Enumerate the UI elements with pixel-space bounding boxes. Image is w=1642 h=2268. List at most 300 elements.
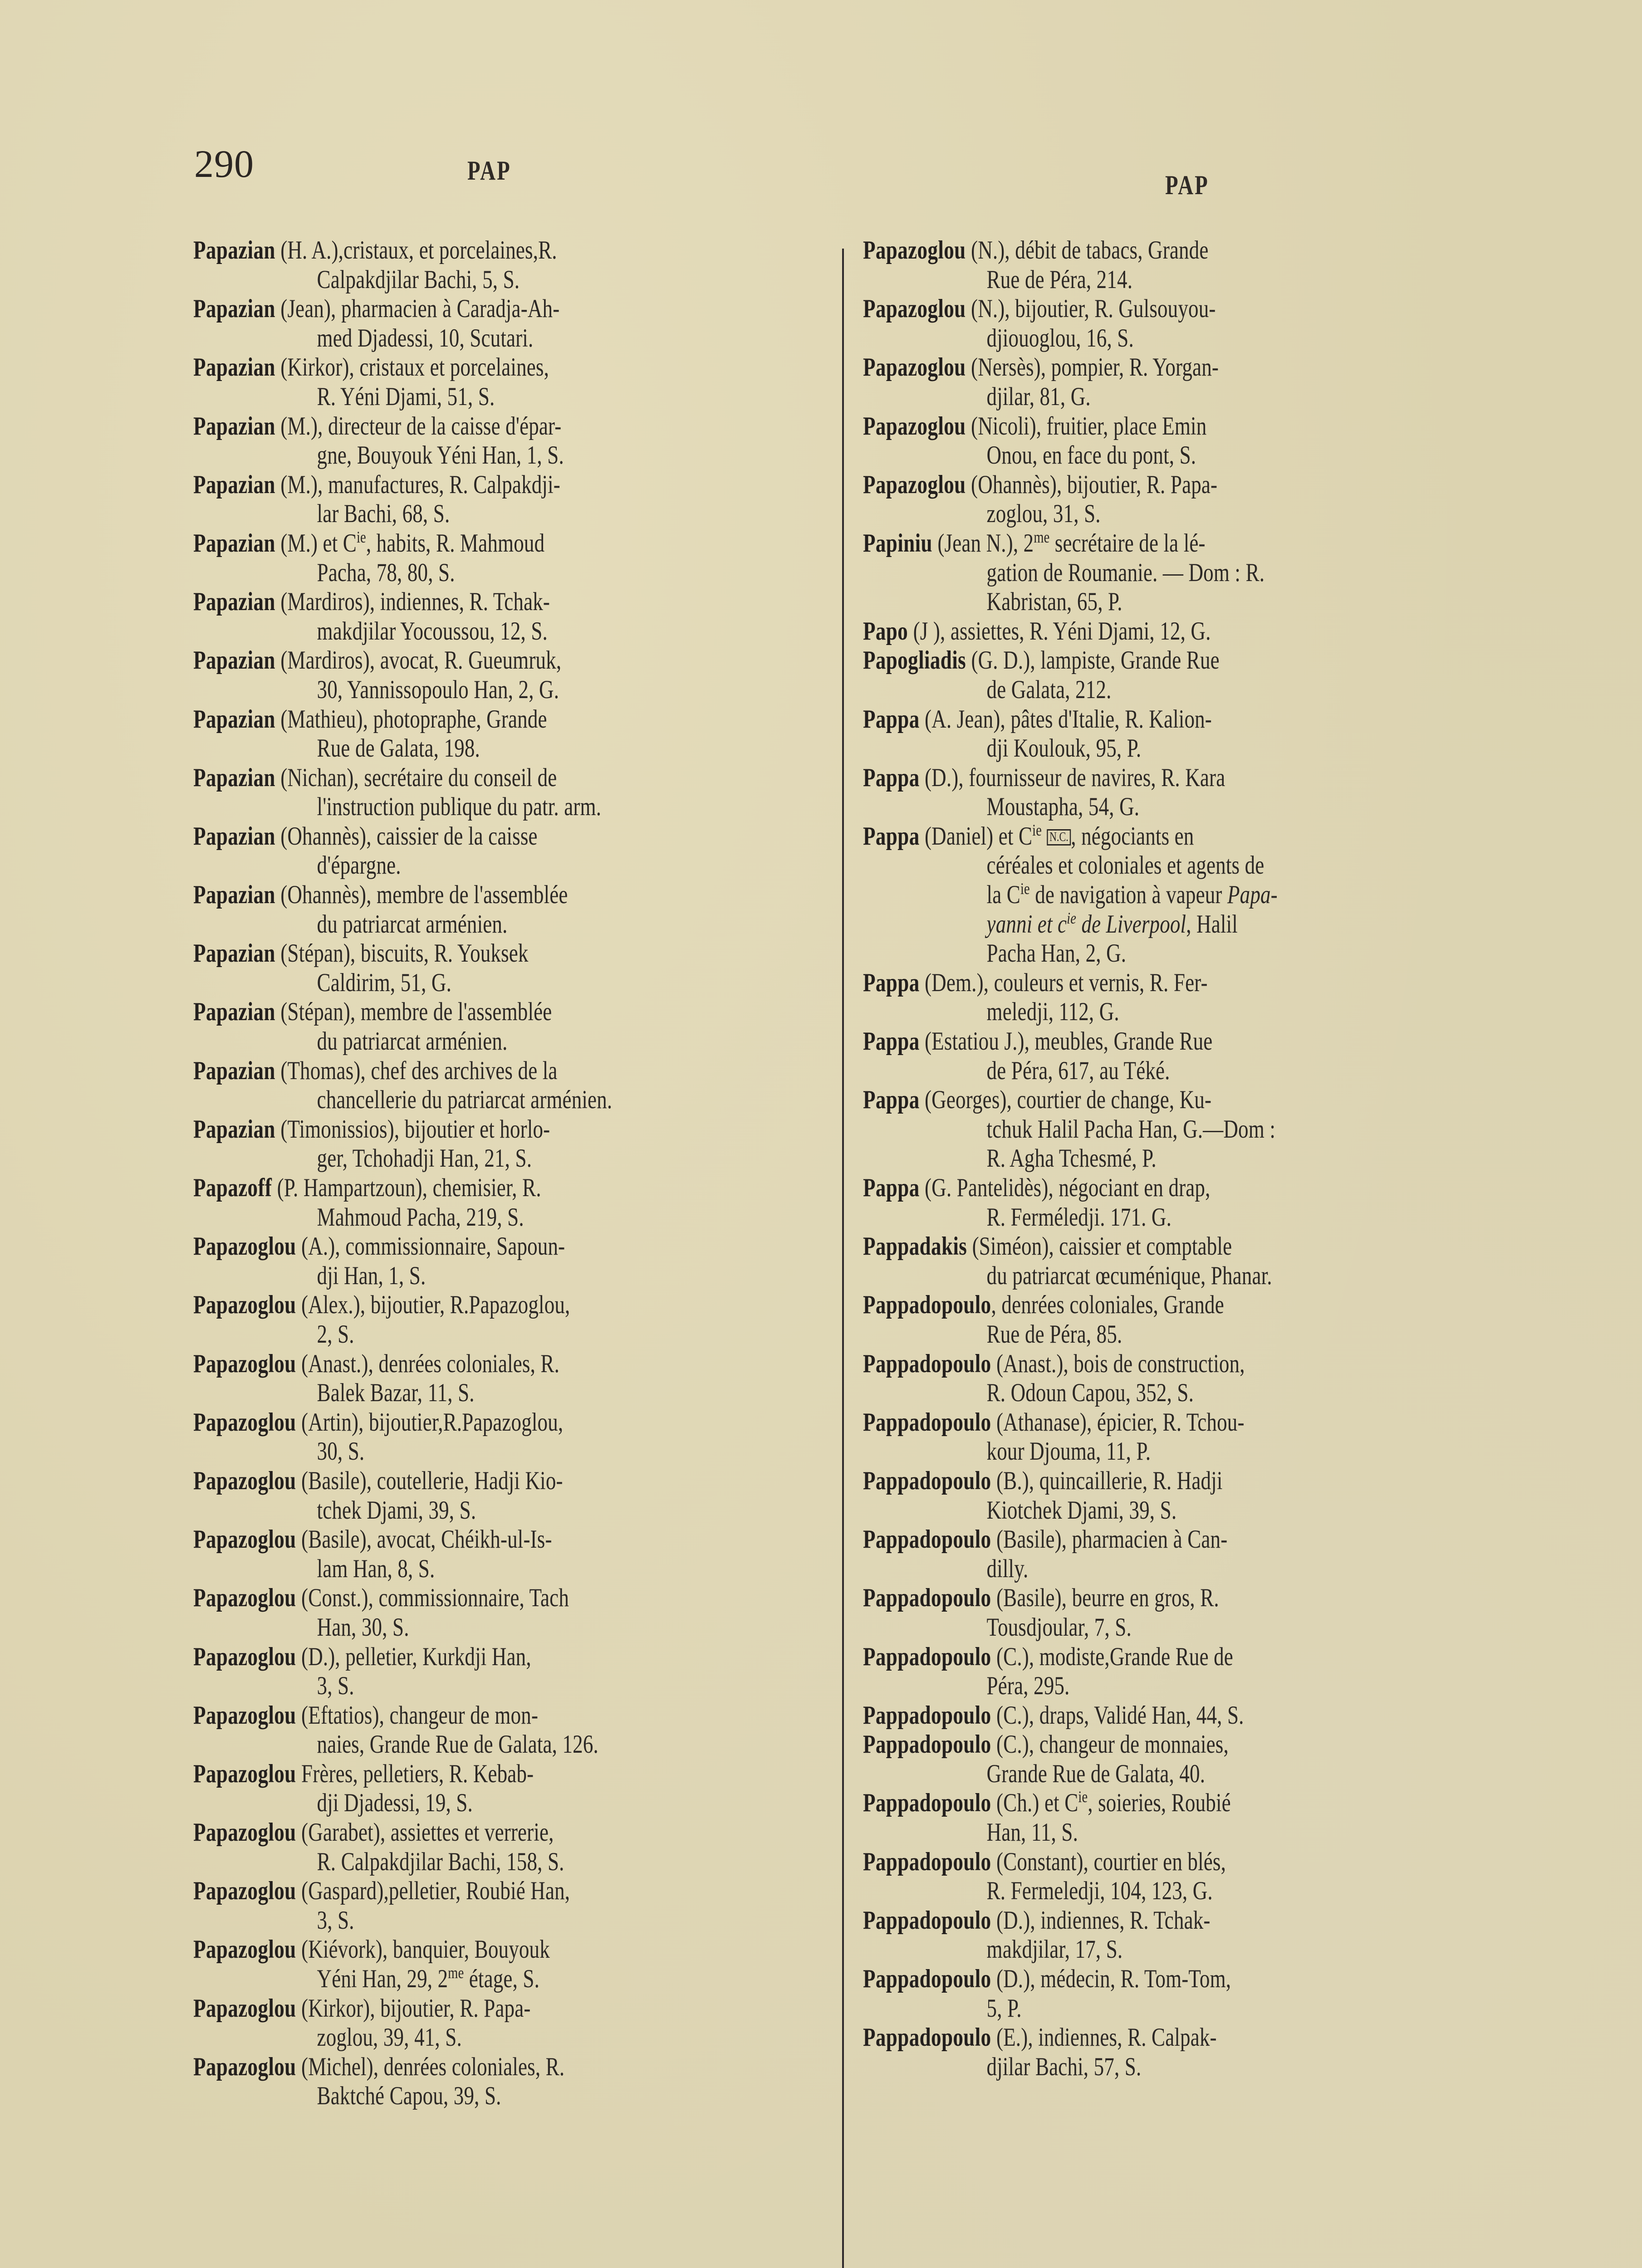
- entry-continuation-line: [863, 1554, 1508, 1584]
- superscript-text: ie: [1078, 1788, 1088, 1806]
- entry-text: djilar Bachi, 57, S.: [986, 2052, 1142, 2081]
- entry-text: R. Ferméledji. 171. G.: [986, 1202, 1172, 1232]
- directory-entry: [863, 1642, 1508, 1701]
- entry-text: (N.), débit de tabacs, Grande: [966, 236, 1209, 264]
- entry-text: (Michel), denrées coloniales, R.: [296, 2052, 565, 2081]
- entry-line: [193, 646, 838, 675]
- running-head-right: PAP: [1165, 170, 1209, 200]
- entry-line: [193, 997, 838, 1027]
- entry-continuation-line: [193, 1730, 838, 1760]
- entry-text: tchek Djami, 39, S.: [317, 1496, 476, 1525]
- entry-text: (Kiévork), banquier, Bouyouk: [296, 1935, 550, 1964]
- entry-text: (Basile), beurre en gros, R.: [991, 1584, 1219, 1613]
- entry-text: (Georges), courtier de change, Ku-: [919, 1085, 1212, 1114]
- entry-text: (Siméon), caissier et comptable: [967, 1232, 1232, 1261]
- directory-entry: [193, 1818, 838, 1877]
- entry-text: (Athanase), épicier, R. Tchou-: [991, 1408, 1245, 1437]
- entry-text: (A. Jean), pâtes d'Italie, R. Kalion-: [919, 704, 1212, 733]
- entry-line: [863, 1965, 1508, 1994]
- directory-entry: [193, 1115, 838, 1173]
- entry-surname: Papazoglou: [863, 236, 966, 264]
- entry-line: [863, 1408, 1508, 1437]
- directory-entry: [863, 763, 1508, 822]
- entry-line: [863, 1525, 1508, 1554]
- entry-surname: Papo: [863, 616, 908, 645]
- entry-line: [193, 1877, 838, 1906]
- entry-continuation-line: [193, 499, 838, 529]
- entry-surname: Pappadopoulo: [863, 1408, 991, 1437]
- entry-continuation-line: [863, 1613, 1508, 1642]
- entry-continuation-line: [863, 1672, 1508, 1701]
- entry-text: (Ohannès), bijoutier, R. Papa-: [966, 470, 1218, 499]
- entry-surname: Papazian: [193, 763, 275, 792]
- entry-text: lar Bachi, 68, S.: [317, 499, 450, 528]
- directory-entry: [193, 294, 838, 353]
- entry-line: [863, 1848, 1508, 1877]
- entry-continuation-line: [193, 910, 838, 939]
- directory-entry: [193, 763, 838, 822]
- entry-text: (Anast.), denrées coloniales, R.: [296, 1349, 560, 1378]
- entry-surname: Pappadopoulo: [863, 1701, 991, 1730]
- entry-continuation-line: [863, 382, 1508, 412]
- directory-entry: [863, 1789, 1508, 1847]
- entry-line: [193, 1466, 838, 1496]
- directory-entry: [193, 1466, 838, 1525]
- entry-line: [193, 294, 838, 324]
- entry-line: [193, 1994, 838, 2024]
- entry-text: Rue de Galata, 198.: [317, 734, 480, 763]
- entry-text: Frères, pelletiers, R. Kebab-: [296, 1759, 534, 1788]
- entry-continuation-line: [863, 1994, 1508, 2024]
- superscript-text: ie: [1032, 821, 1042, 839]
- entry-text: (Mardiros), indiennes, R. Tchak-: [275, 587, 550, 616]
- entry-text: dji Koulouk, 95, P.: [986, 734, 1142, 763]
- entry-text: de navigation à vapeur: [1029, 880, 1227, 909]
- entry-line: [193, 236, 838, 265]
- entry-line: [193, 1760, 838, 1789]
- entry-text: dji Han, 1, S.: [317, 1261, 426, 1290]
- entry-surname: Papazoglou: [193, 1584, 296, 1613]
- entry-continuation-line: [863, 997, 1508, 1027]
- entry-surname: Papazian: [193, 236, 275, 264]
- entry-line: [863, 1642, 1508, 1672]
- entry-text: (M.), manufactures, R. Calpakdji-: [275, 470, 560, 499]
- entry-text: (Stépan), biscuits, R. Youksek: [275, 939, 529, 968]
- entry-continuation-line: [863, 792, 1508, 822]
- entry-surname: Papazoglou: [193, 1525, 296, 1554]
- entry-surname: Pappa: [863, 1027, 920, 1056]
- entry-surname: Papazian: [193, 411, 275, 440]
- entry-surname: Pappadopoulo: [863, 1525, 991, 1554]
- directory-entry: [193, 1935, 838, 1994]
- directory-entry: [863, 353, 1508, 411]
- entry-text: (Gaspard),pelletier, Roubié Han,: [296, 1877, 570, 1906]
- directory-entry: [863, 470, 1508, 529]
- directory-entry: [193, 412, 838, 470]
- directory-entry: [193, 587, 838, 646]
- entry-line: [863, 1349, 1508, 1379]
- entry-line: [193, 1349, 838, 1379]
- entry-text: (H. A.),cristaux, et porcelaines,R.: [275, 236, 557, 264]
- entry-text: (D.), médecin, R. Tom-Tom,: [991, 1965, 1231, 1994]
- entry-line: [193, 1935, 838, 1965]
- italic-text: Papa-: [1227, 880, 1278, 909]
- entry-continuation-line: [863, 939, 1508, 968]
- entry-surname: Papazian: [193, 294, 275, 323]
- directory-entry: [193, 1642, 838, 1701]
- directory-entry: [863, 1965, 1508, 2023]
- entry-text: (Jean N.), 2: [932, 528, 1034, 557]
- entry-text: Han, 11, S.: [986, 1818, 1078, 1847]
- entry-text: (A.), commissionnaire, Sapoun-: [296, 1232, 565, 1261]
- entry-text: (Artin), bijoutier,R.Papazoglou,: [296, 1408, 564, 1437]
- directory-entry: [863, 1906, 1508, 1965]
- entry-text: Baktché Capou, 39, S.: [317, 2082, 501, 2111]
- directory-entry: [193, 939, 838, 997]
- entry-continuation-line: [863, 851, 1508, 880]
- entry-surname: Papazian: [193, 353, 275, 382]
- entry-text: (B.), quincaillerie, R. Hadji: [991, 1466, 1223, 1495]
- entry-text: makdjilar Yocoussou, 12, S.: [317, 616, 548, 645]
- entry-line: [193, 412, 838, 441]
- directory-entry: [193, 1408, 838, 1466]
- directory-entry: [863, 1584, 1508, 1642]
- entry-text: kour Djouma, 11, P.: [986, 1437, 1151, 1466]
- entry-text: Pacha, 78, 80, S.: [317, 558, 455, 587]
- entry-text: (G. Pantelidès), négociant en drap,: [919, 1173, 1211, 1202]
- entry-surname: Pappa: [863, 1173, 920, 1202]
- entry-text: (Kirkor), bijoutier, R. Papa-: [296, 1994, 531, 2023]
- entry-text: (Basile), pharmacien à Can-: [991, 1525, 1228, 1554]
- entry-text: du patriarcat arménien.: [317, 909, 508, 938]
- directory-entry: [193, 1994, 838, 2053]
- entry-continuation-line: [193, 1027, 838, 1056]
- entry-line: [193, 1584, 838, 1613]
- directory-entry: [193, 1701, 838, 1760]
- entry-text: (P. Hampartzoun), chemisier, R.: [272, 1173, 541, 1202]
- entry-surname: Papazoglou: [193, 1466, 296, 1495]
- entry-text: l'instruction publique du patr. arm.: [317, 792, 602, 821]
- entry-text: du patriarcat arménien.: [317, 1027, 508, 1056]
- entry-line: [193, 1525, 838, 1554]
- entry-line: [863, 1173, 1508, 1203]
- entry-text: (Ch.) et C: [991, 1789, 1078, 1818]
- directory-entry: [863, 1701, 1508, 1730]
- entry-text: 2, S.: [317, 1320, 354, 1349]
- entry-text: R. Odoun Capou, 352, S.: [986, 1378, 1194, 1408]
- entry-continuation-line: [193, 851, 838, 880]
- entry-continuation-line: [863, 1877, 1508, 1906]
- entry-line: [193, 470, 838, 500]
- directory-entry: [193, 1056, 838, 1115]
- directory-entry: [193, 1877, 838, 1935]
- entry-continuation-line: [863, 1378, 1508, 1408]
- entry-text: (Constant), courtier en blés,: [991, 1847, 1226, 1876]
- entry-line: [863, 1290, 1508, 1320]
- entry-text: (D.), fournisseur de navires, R. Kara: [919, 763, 1225, 792]
- entry-continuation-line: [863, 1203, 1508, 1232]
- entry-continuation-line: [193, 1085, 838, 1115]
- entry-surname: Papazoglou: [193, 1349, 296, 1378]
- running-head-left: PAP: [467, 156, 511, 186]
- entry-continuation-line: [863, 1144, 1508, 1173]
- entry-surname: Papazoglou: [193, 1701, 296, 1730]
- left-column: [193, 236, 838, 2111]
- directory-entry: [863, 1232, 1508, 1290]
- entry-line: [193, 1232, 838, 1261]
- entry-text: (Nichan), secrétaire du conseil de: [275, 763, 557, 792]
- entry-continuation-line: [193, 1848, 838, 1877]
- entry-text: tchuk Halil Pacha Han, G.—Dom :: [986, 1114, 1275, 1144]
- entry-surname: Pappadopoulo: [863, 1642, 991, 1671]
- entry-text: zoglou, 31, S.: [986, 499, 1101, 528]
- entry-line: [863, 1232, 1508, 1261]
- entry-line: [863, 646, 1508, 675]
- entry-continuation-line: [193, 617, 838, 646]
- entry-line: [863, 763, 1508, 793]
- entry-text: (Anast.), bois de construction,: [991, 1349, 1245, 1378]
- entry-line: [863, 1789, 1508, 1818]
- directory-entry: [863, 1085, 1508, 1173]
- entry-line: [193, 1173, 838, 1203]
- directory-entry: [193, 1349, 838, 1408]
- entry-text: 30, S.: [317, 1437, 365, 1466]
- entry-text: secrétaire de la lé-: [1049, 528, 1206, 557]
- entry-text: 5, P.: [986, 1994, 1022, 2023]
- directory-entry: [863, 236, 1508, 294]
- entry-line: [193, 939, 838, 968]
- entry-line: [193, 1642, 838, 1672]
- entry-surname: Pappadakis: [863, 1232, 967, 1261]
- entry-text: djiouoglou, 16, S.: [986, 323, 1134, 352]
- entry-line: [863, 617, 1508, 646]
- entry-continuation-line: [193, 324, 838, 353]
- entry-continuation-line: [863, 1818, 1508, 1848]
- entry-continuation-line: [863, 675, 1508, 705]
- entry-text: 3, S.: [317, 1672, 354, 1701]
- entry-surname: Papazoglou: [863, 353, 966, 382]
- directory-entry: [863, 529, 1508, 617]
- entry-line: [193, 763, 838, 793]
- entry-text: Onou, en face du pont, S.: [986, 441, 1196, 470]
- entry-line: [863, 1466, 1508, 1496]
- directory-entry: [193, 1760, 838, 1818]
- entry-surname: Papazoglou: [193, 1408, 296, 1437]
- entry-continuation-line: [193, 1144, 838, 1173]
- entry-continuation-line: [193, 792, 838, 822]
- entry-continuation-line: [193, 1906, 838, 1936]
- directory-entry: [193, 880, 838, 939]
- directory-entry: [863, 294, 1508, 353]
- entry-text: la C: [986, 880, 1020, 909]
- superscript-text: me: [448, 1964, 464, 1982]
- entry-text: (Thomas), chef des archives de la: [275, 1056, 558, 1085]
- directory-entry: [863, 1349, 1508, 1408]
- entry-continuation-line: [863, 558, 1508, 588]
- entry-text: R. Agha Tchesmé, P.: [986, 1144, 1157, 1173]
- entry-line: [193, 1701, 838, 1730]
- entry-text: (M.), directeur de la caisse d'épar-: [275, 411, 562, 440]
- entry-line: [193, 1115, 838, 1144]
- directory-entry: [863, 646, 1508, 704]
- directory-entry: [193, 1290, 838, 1349]
- entry-continuation-line: [863, 1261, 1508, 1291]
- entry-line: [193, 1056, 838, 1086]
- entry-text: (D.), pelletier, Kurkdji Han,: [296, 1642, 531, 1671]
- entry-text: 3, S.: [317, 1906, 354, 1935]
- entry-surname: Papazoglou: [863, 411, 966, 440]
- italic-text: yanni et c: [986, 909, 1067, 938]
- entry-surname: Pappa: [863, 704, 920, 733]
- entry-line: [863, 1027, 1508, 1056]
- entry-text: Moustapha, 54, G.: [986, 792, 1140, 821]
- directory-entry: [193, 1173, 838, 1232]
- entry-continuation-line: [863, 1056, 1508, 1086]
- directory-entry: [193, 1232, 838, 1290]
- directory-entry: [863, 1466, 1508, 1525]
- entry-continuation-line: [193, 1672, 838, 1701]
- entry-line: [863, 1701, 1508, 1730]
- entry-surname: Pappadopoulo: [863, 1847, 991, 1876]
- entry-continuation-line: [193, 1261, 838, 1291]
- entry-continuation-line: [193, 1789, 838, 1818]
- entry-surname: Papazian: [193, 997, 275, 1026]
- entry-text: (Eftatios), changeur de mon-: [296, 1701, 539, 1730]
- superscript-text: ie: [1067, 909, 1077, 927]
- entry-continuation-line: [863, 499, 1508, 529]
- entry-text: (G. D.), lampiste, Grande Rue: [966, 646, 1220, 675]
- entry-text: djilar, 81, G.: [986, 382, 1091, 411]
- directory-entry: [863, 1525, 1508, 1584]
- entry-surname: Pappadopoulo: [863, 1290, 991, 1320]
- entry-line: [863, 470, 1508, 500]
- entry-text: (Estatiou J.), meubles, Grande Rue: [919, 1027, 1213, 1056]
- directory-entry: [193, 1584, 838, 1642]
- entry-text: R. Calpakdjilar Bachi, 158, S.: [317, 1847, 564, 1876]
- entry-continuation-line: [193, 1378, 838, 1408]
- entry-text: (Timonissios), bijoutier et horlo-: [275, 1114, 550, 1144]
- entry-surname: Papazian: [193, 704, 275, 733]
- entry-text: dilly.: [986, 1554, 1029, 1583]
- entry-continuation-line: [863, 734, 1508, 763]
- entry-surname: Papazian: [193, 587, 275, 616]
- entry-text: (Ohannès), caissier de la caisse: [275, 821, 538, 850]
- directory-entry: [863, 1730, 1508, 1789]
- directory-entry: [863, 1848, 1508, 1906]
- directory-entry: [193, 529, 838, 587]
- entry-surname: Pappadopoulo: [863, 1466, 991, 1495]
- entry-continuation-line: [193, 1496, 838, 1525]
- directory-entry: [863, 617, 1508, 646]
- directory-entry: [863, 822, 1508, 968]
- directory-entry: [863, 968, 1508, 1027]
- entry-text: Pacha Han, 2, G.: [986, 939, 1127, 968]
- entry-continuation-line: [193, 968, 838, 998]
- entry-continuation-line: [193, 1554, 838, 1584]
- entry-continuation-line: [863, 1115, 1508, 1144]
- entry-surname: Papazian: [193, 528, 275, 557]
- entry-continuation-line: [863, 1437, 1508, 1466]
- entry-continuation-line: [863, 1320, 1508, 1349]
- entry-text: (C.), changeur de monnaies,: [991, 1730, 1229, 1759]
- entry-surname: Pappadopoulo: [863, 1349, 991, 1378]
- entry-surname: Pappa: [863, 968, 920, 997]
- entry-text: Kiotchek Djami, 39, S.: [986, 1496, 1177, 1525]
- entry-text: gne, Bouyouk Yéni Han, 1, S.: [317, 441, 564, 470]
- entry-surname: Pappadopoulo: [863, 1965, 991, 1994]
- entry-text: (J ), assiettes, R. Yéni Djami, 12, G.: [908, 616, 1211, 645]
- entry-text: du patriarcat œcuménique, Phanar.: [986, 1261, 1272, 1290]
- entry-text: ger, Tchohadji Han, 21, S.: [317, 1144, 532, 1173]
- entry-surname: Papazoglou: [193, 1935, 296, 1964]
- entry-text: (C.), draps, Validé Han, 44, S.: [991, 1701, 1244, 1730]
- superscript-text: me: [1034, 528, 1050, 546]
- entry-text: Han, 30, S.: [317, 1613, 409, 1642]
- entry-text: 30, Yannissopoulo Han, 2, G.: [317, 675, 559, 704]
- entry-surname: Papazoglou: [193, 1877, 296, 1906]
- entry-line: [193, 1290, 838, 1320]
- entry-continuation-line: [193, 1965, 838, 1994]
- entry-line: [863, 2023, 1508, 2053]
- directory-entry: [863, 705, 1508, 763]
- entry-text: (Dem.), couleurs et vernis, R. Fer-: [919, 968, 1208, 997]
- entry-line: [193, 529, 838, 558]
- entry-text: gation de Roumanie. — Dom : R.: [986, 558, 1265, 587]
- entry-continuation-line: [863, 910, 1508, 939]
- entry-surname: Pappadopoulo: [863, 1730, 991, 1759]
- entry-surname: Pappa: [863, 763, 920, 792]
- entry-text: Tousdjoular, 7, S.: [986, 1613, 1132, 1642]
- entry-text: makdjilar, 17, S.: [986, 1935, 1123, 1964]
- entry-continuation-line: [193, 1437, 838, 1466]
- entry-text: zoglou, 39, 41, S.: [317, 2023, 462, 2052]
- entry-text: (Basile), coutellerie, Hadji Kio-: [296, 1466, 563, 1495]
- directory-entry: [863, 1027, 1508, 1085]
- entry-line: [193, 822, 838, 851]
- entry-text: (Const.), commissionnaire, Tach: [296, 1584, 569, 1613]
- entry-surname: Papazian: [193, 470, 275, 499]
- directory-entry: [863, 412, 1508, 470]
- entry-surname: Papazoglou: [193, 1232, 296, 1261]
- entry-text: (Mardiros), avocat, R. Gueumruk,: [275, 646, 562, 675]
- page-number: 290: [194, 142, 254, 186]
- entry-text: Péra, 295.: [986, 1672, 1070, 1701]
- entry-text: Balek Bazar, 11, S.: [317, 1378, 475, 1408]
- entry-text: (Jean), pharmacien à Caradja-Ah-: [275, 294, 560, 323]
- entry-text: Yéni Han, 29, 2: [317, 1965, 448, 1994]
- entry-surname: Pappadopoulo: [863, 2023, 991, 2052]
- entry-text: (Stépan), membre de l'assemblée: [275, 997, 552, 1026]
- entry-continuation-line: [193, 558, 838, 588]
- entry-continuation-line: [193, 2023, 838, 2053]
- directory-entry: [193, 470, 838, 529]
- entry-surname: Papogliadis: [863, 646, 966, 675]
- entry-surname: Papazian: [193, 1114, 275, 1144]
- entry-surname: Papazoff: [193, 1173, 272, 1202]
- entry-line: [193, 1818, 838, 1848]
- entry-line: [863, 705, 1508, 734]
- entry-surname: Papazoglou: [193, 1642, 296, 1671]
- entry-text: , Halil: [1186, 909, 1238, 938]
- entry-text: d'épargne.: [317, 851, 401, 880]
- entry-continuation-line: [863, 1760, 1508, 1789]
- entry-surname: Papazian: [193, 1056, 275, 1085]
- entry-surname: Papazian: [193, 880, 275, 909]
- entry-surname: Papazoglou: [863, 294, 966, 323]
- directory-entry: [193, 705, 838, 763]
- entry-line: [863, 1085, 1508, 1115]
- entry-text: , négociants en: [1071, 821, 1194, 850]
